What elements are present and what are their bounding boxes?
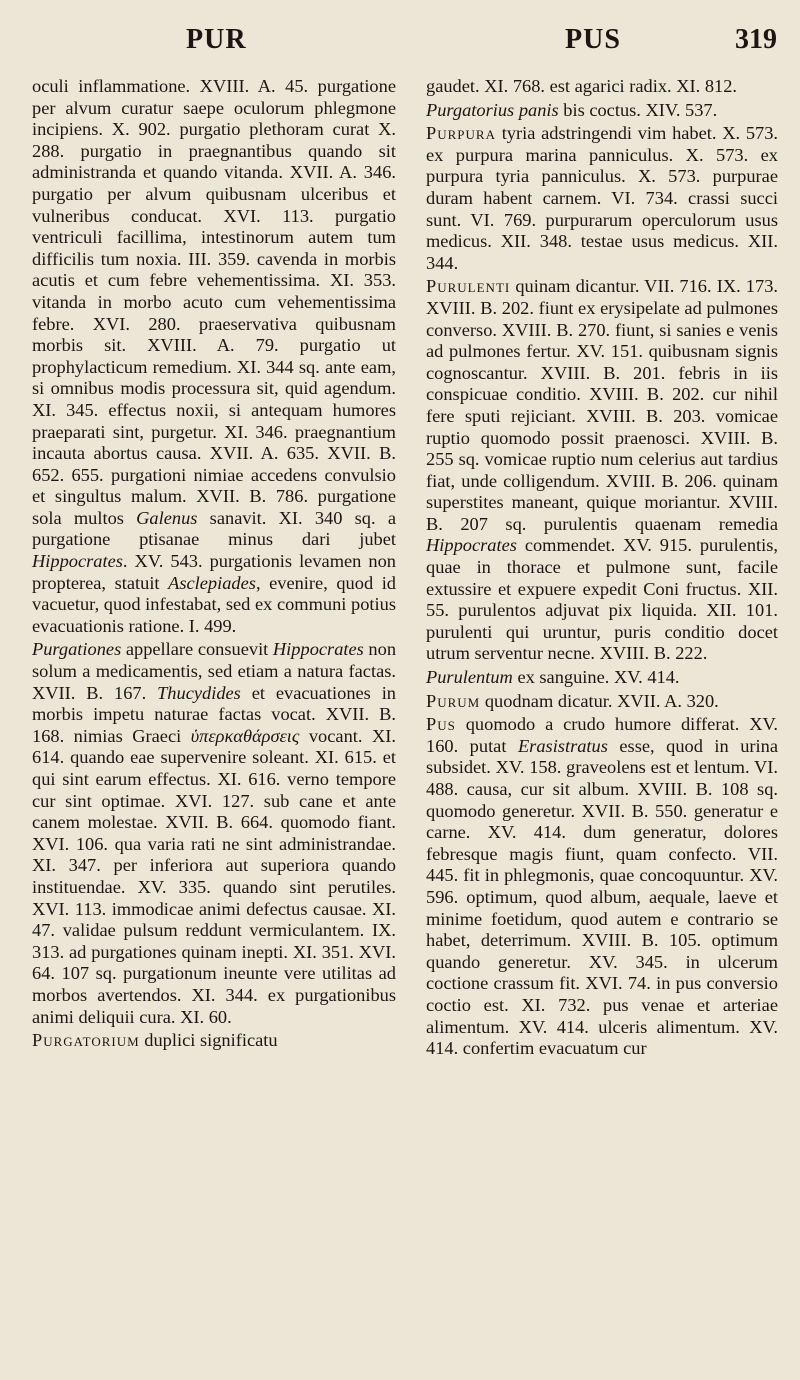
entry-text: Purulentum <box>426 667 513 688</box>
entry-text: Purpura <box>426 123 496 144</box>
right-column <box>426 76 778 1060</box>
right-headword: PUS <box>565 24 621 55</box>
right-column-entry <box>426 76 778 98</box>
entry-text: Purum <box>426 690 481 711</box>
entry-text: gaudet. XI. 768. est agarici radix. XI. 812. <box>426 76 738 96</box>
entry-text: . XV. 543. purgationis levamen non propterea, statuit <box>32 551 396 593</box>
entry-text: commendet. XV. 915. purulentis, quae in thorace et pulmone sunt, facile extussire et expuere expedit Coni fructus. XII. 55. purulentos adjuvat pix liquida. XII. 101. purulenti qui uruntur, puris conditio docet utrum serventur necne. XVIII. B. 222. <box>426 535 778 664</box>
entry-text: Hippocrates <box>272 639 364 660</box>
entry-text: , evenire, quod id vacuetur, quod infestabat, sed ex communi potius evacuationis ratione. I. 499. <box>32 572 396 636</box>
left-column-entry <box>32 639 396 1028</box>
entry-text: ex sanguine. XV. 414. <box>512 667 680 688</box>
right-column-entry <box>426 276 778 665</box>
entry-text: appellare consuevit <box>121 639 273 660</box>
entry-text: bis coctus. XIV. 537. <box>558 99 718 120</box>
entry-text: tyria adstringendi vim habet. X. 573. ex purpura marina panniculus. X. 573. ex purpura tyria panniculus. X. 573. purpurae duram habent carnem. VI. 734. crassi succi sunt. VI. 769. purpurarum operculorum usus medicus. XII. 348. testae usus medicus. XII. 344. <box>426 123 778 273</box>
right-column-entry <box>426 714 778 1060</box>
entry-text: Galenus <box>136 507 198 528</box>
entry-text: oculi inflammatione. XVIII. A. 45. purgatione per alvum curatur saepe oculorum phlegmone incipiens. X. 902. purgatio plethoram curat X. 288. purgatio in praegnantibus quando sit administranda et quando vitanda. XVII. A. 346. purgatio per alvum quibusnam ulceribus et vulneribus conducat. XVI. 113. purgatio ventriculi facillima, intestinorum autem tum difficilis tum noxia. III. 359. cavenda in morbis acutis et cum febre vehementissima. XI. 353. vitanda in morbo acuto cum vehementissima febre. XVI. 280. praeservativa quibusnam morbis sit. XVIII. A. 79. purgatio ut prophylacticum remedium. XI. 344 sq. ante eam, si omnibus modis processura sit, quid agendum. XI. 345. effectus noxii, si antequam humores praeparati sint, purgetur. XI. 346. praegnantium incauta abortus causa. XVII. A. 635. XVII. B. 652. 655. purgationi nimiae accedens convulsio et singultus malum. XVII. B. 786. purgatione sola multos <box>32 76 396 528</box>
entry-text: Erasistratus <box>517 735 608 756</box>
left-column <box>32 76 396 1052</box>
entry-text: sanavit. XI. 340 sq. a purgatione ptisanae minus dari jubet <box>32 507 396 550</box>
entry-text: quodnam dicatur. XVII. A. 320. <box>480 690 719 711</box>
page-number: 319 <box>735 24 777 55</box>
right-column-entry <box>426 123 778 274</box>
entry-text: Purgatorius panis <box>426 99 559 120</box>
entry-text: duplici significatu <box>139 1030 278 1051</box>
right-column-entry <box>426 691 778 713</box>
entry-text: Purgationes <box>32 639 122 660</box>
entry-text: et evacuationes in morbis impetu naturae factas vocat. XVII. B. 168. nimias Graeci <box>32 682 397 746</box>
left-headword: PUR <box>186 24 247 55</box>
right-column-entry <box>426 667 778 689</box>
entry-text: Asclepiades <box>168 572 256 593</box>
entry-text: ὑπερκαθάρσεις <box>190 725 300 746</box>
entry-text: vocant. XI. 614. quando eae supervenire soleant. XI. 615. et qui sint earum effectus. XI. 616. verno tempore cur sint optimae. XVI. 127. sub cane et ante canem molestae. XVII. B. 664. quomodo fiant. XVI. 106. qua varia rati ne sint administrandae. XI. 347. per inferiora aut superiora quando instituendae. XV. 335. quando sint perutiles. XVI. 113. immodicae animi defectus causae. XI. 47. validae pulsum reddunt vermiculantem. IX. 313. ad purgationes quinam inepti. XI. 351. XVI. 64. 107 sq. purgationum ineunte vere utilitas ad morbos avertendos. XI. 344. ex purgationibus animi deliquii cura. XI. 60. <box>32 725 396 1027</box>
entry-text: Hippocrates <box>32 551 123 572</box>
left-column-entry <box>32 1030 396 1052</box>
entry-text: Purulenti <box>426 276 511 297</box>
left-column-entry <box>32 76 396 637</box>
entry-text: Purgatorium <box>32 1030 140 1051</box>
entry-text: Hippocrates <box>426 535 517 556</box>
entry-text: quomodo a crudo humore differat. XV. 160. putat <box>426 714 778 756</box>
entry-text: Pus <box>426 714 456 735</box>
right-column-entry <box>426 100 778 122</box>
entry-text: Thucydides <box>157 682 241 703</box>
entry-text: non solum a medicamentis, sed etiam a natura factas. XVII. B. 167. <box>32 639 397 703</box>
entry-text: quinam dicantur. VII. 716. IX. 173. XVIII. B. 202. fiunt ex erysipelate ad pulmones converso. XVIII. B. 270. fiunt, si sanies e venis ad pulmones fertur. XV. 151. quibusnam signis cognoscantur. XVIII. B. 201. febris in iis conspicuae conditio. XVIII. B. 202. cur nihil fere sputi rejiciant. XVIII. B. 203. vomicae ruptio quomodo possit praenosci. XVIII. B. 255 sq. vomicae ruptio num celerius aut tardius fiat, unde colligendum. XVIII. B. 206. quinam superstites maneant, quique moriantur. XVIII. B. 207 sq. purulentis quaenam remedia <box>426 276 778 534</box>
running-header <box>0 22 800 62</box>
entry-text: esse, quod in urina subsidet. XV. 158. graveolens est et lentum. VI. 488. causa, cur sit album. XVIII. B. 108 sq. quomodo generetur. XVII. B. 550. generatur e carne. XV. 414. dum generatur, dolores febresque magis fiunt, quam confecto. VII. 445. fit in phlegmonis, quae concoquuntur. XV. 596. optimum, quod album, aequale, laeve et minime foetidum, quod autem e contrario se habet, deterrimum. XVIII. B. 105. optimum quando generetur. XV. 345. in ulcerum coctione crassum fit. XVI. 74. in pus conversio coctio est. XI. 732. pus venae et arteriae alimentum. XV. 414. ulceris alimentum. XV. 414. confertim evacuatum cur <box>426 735 778 1059</box>
